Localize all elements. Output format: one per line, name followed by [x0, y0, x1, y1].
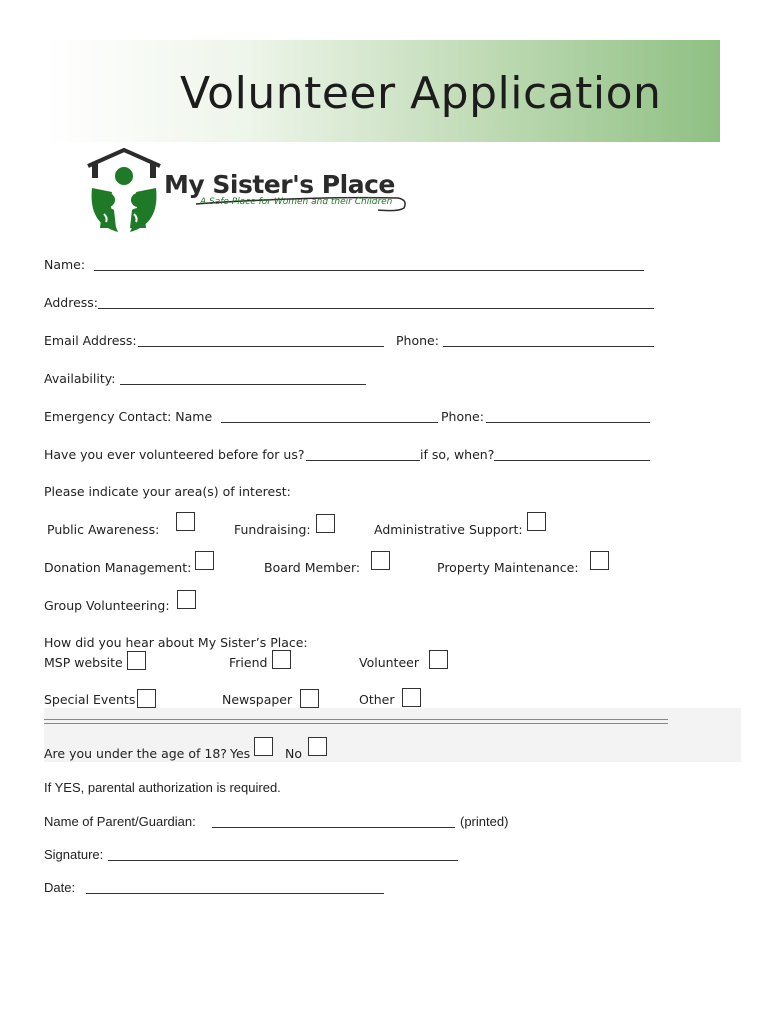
address-label: Address:	[44, 295, 98, 310]
interest-label-public-awareness: Public Awareness:	[47, 522, 160, 537]
interest-label-board-member: Board Member:	[264, 560, 361, 575]
if-so-when-field[interactable]	[494, 460, 650, 461]
guardian-printed-label: (printed)	[460, 814, 509, 829]
emergency-name-field[interactable]	[221, 422, 438, 423]
age-yes-label: Yes	[230, 746, 251, 761]
date-field[interactable]	[86, 893, 384, 894]
if-so-when-label: if so, when?	[420, 447, 495, 462]
heard-label-volunteer: Volunteer	[359, 655, 419, 670]
interest-checkbox-group-volunteering[interactable]	[177, 590, 196, 609]
age-no-checkbox[interactable]	[308, 737, 327, 756]
age-no-label: No	[285, 746, 302, 761]
name-label: Name:	[44, 257, 86, 272]
availability-label: Availability:	[44, 371, 116, 386]
logo-name: My Sister's Place	[164, 170, 395, 199]
phone-field[interactable]	[443, 346, 654, 347]
heard-label-msp-website: MSP website	[44, 655, 123, 670]
emergency-phone-field[interactable]	[486, 422, 650, 423]
phone-label: Phone:	[396, 333, 439, 348]
guardian-name-label: Name of Parent/Guardian:	[44, 814, 196, 829]
interest-label-fundraising: Fundraising:	[234, 522, 311, 537]
age-yes-checkbox[interactable]	[254, 737, 273, 756]
heard-checkbox-newspaper[interactable]	[300, 689, 319, 708]
name-field[interactable]	[94, 270, 644, 271]
heard-checkbox-volunteer[interactable]	[429, 650, 448, 669]
heard-label-newspaper: Newspaper	[222, 692, 293, 707]
interest-checkbox-donation-management[interactable]	[195, 551, 214, 570]
interest-label-property-maintenance: Property Maintenance:	[437, 560, 579, 575]
heard-checkbox-special-events[interactable]	[137, 689, 156, 708]
heard-label-other: Other	[359, 692, 395, 707]
interest-label-group-volunteering: Group Volunteering:	[44, 598, 170, 613]
parental-note: If YES, parental authorization is required.	[44, 780, 281, 795]
date-label: Date:	[44, 880, 76, 895]
signature-field[interactable]	[108, 860, 458, 861]
interest-checkbox-administrative-support[interactable]	[527, 512, 546, 531]
email-field[interactable]	[138, 346, 384, 347]
emergency-phone-label: Phone:	[441, 409, 484, 424]
section-divider	[44, 719, 668, 724]
signature-label: Signature:	[44, 847, 104, 862]
interests-prompt: Please indicate your area(s) of interest:	[44, 484, 291, 499]
heard-checkbox-other[interactable]	[402, 688, 421, 707]
email-label: Email Address:	[44, 333, 137, 348]
guardian-name-field[interactable]	[212, 827, 455, 828]
page-title: Volunteer Application	[180, 68, 662, 119]
heard-prompt: How did you hear about My Sister’s Place:	[44, 635, 308, 650]
heard-checkbox-friend[interactable]	[272, 650, 291, 669]
interest-checkbox-property-maintenance[interactable]	[590, 551, 609, 570]
heard-label-friend: Friend	[229, 655, 268, 670]
volunteered-before-label: Have you ever volunteered before for us?	[44, 447, 305, 462]
volunteered-before-field[interactable]	[306, 460, 420, 461]
address-field[interactable]	[98, 308, 654, 309]
heard-checkbox-msp-website[interactable]	[127, 651, 146, 670]
interest-label-administrative-support: Administrative Support:	[374, 522, 523, 537]
availability-field[interactable]	[120, 384, 366, 385]
logo-tagline: A Safe Place for Women and their Children	[200, 197, 393, 207]
interest-checkbox-public-awareness[interactable]	[176, 512, 195, 531]
emergency-contact-label: Emergency Contact: Name	[44, 409, 213, 424]
interest-label-donation-management: Donation Management:	[44, 560, 192, 575]
interest-checkbox-fundraising[interactable]	[316, 514, 335, 533]
interest-checkbox-board-member[interactable]	[371, 551, 390, 570]
age-question: Are you under the age of 18?	[44, 746, 227, 761]
heard-label-special-events: Special Events	[44, 692, 136, 707]
